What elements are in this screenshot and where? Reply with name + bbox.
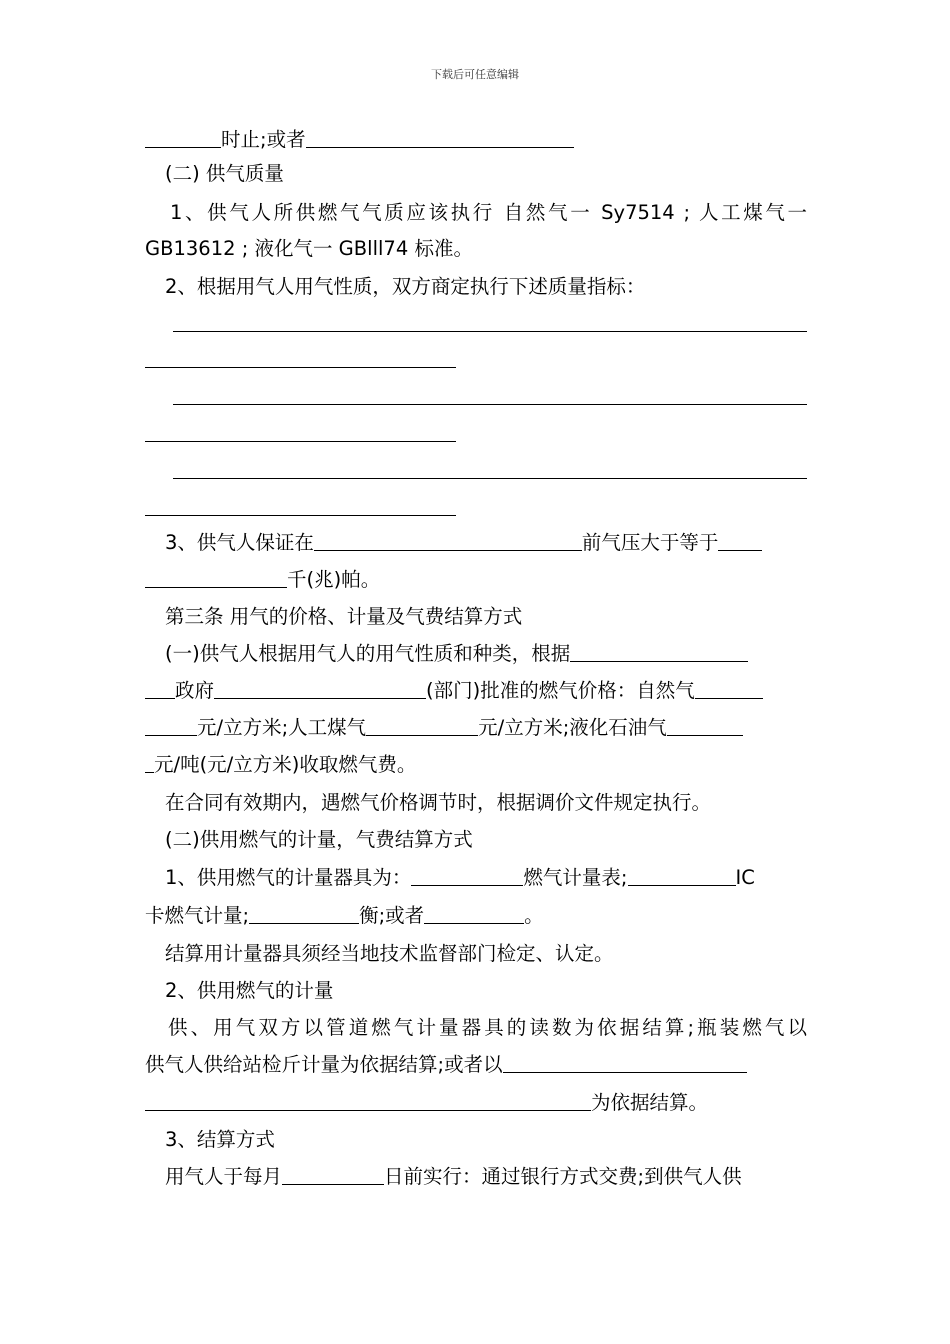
- text-span: 供气人供给站检斤计量为依据结算;或者以: [145, 1053, 503, 1076]
- section-heading: 3、结算方式: [165, 1128, 275, 1151]
- page-header: 下载后可任意编辑: [431, 68, 519, 81]
- text-span: IC: [735, 866, 755, 889]
- text-span: 为依据结算。: [591, 1091, 709, 1114]
- blank-line: [145, 367, 456, 368]
- text-span: 卡燃气计量;: [145, 904, 250, 927]
- text-span: 用气人于每月: [165, 1165, 283, 1188]
- text-span: 燃气计量表;: [523, 866, 628, 889]
- text-span: (部门)批准的燃气价格：自然气: [426, 679, 695, 702]
- text-line: [145, 904, 807, 928]
- text-line: [145, 716, 807, 740]
- blank-field: [145, 680, 175, 699]
- text-span: 元/吨(元/立方米)收取燃气费。: [154, 753, 417, 776]
- section-heading: (二) 供气质量: [165, 162, 284, 185]
- text-span: 政府: [175, 679, 215, 702]
- text-span: (一)供气人根据用气人的用气性质和种类，根据: [165, 642, 571, 665]
- text-line: [145, 1053, 807, 1077]
- text-line: 结算用计量器具须经当地技术监督部门检定、认定。: [165, 942, 614, 965]
- blank-field: [695, 680, 763, 699]
- text-line: GB13612 ; 液化气一 GBlll74 标准。: [145, 237, 473, 260]
- blank-field: [282, 1166, 384, 1185]
- text-span: 千(兆)帕。: [287, 568, 381, 591]
- blank-line: [145, 515, 456, 516]
- text-span: 。: [524, 904, 544, 927]
- text-line: [145, 679, 807, 703]
- text-line: 在合同有效期内，遇燃气价格调节时，根据调价文件规定执行。: [165, 791, 712, 814]
- text-line: 供、用气双方以管道燃气计量器具的读数为依据结算;瓶装燃气以: [168, 1016, 807, 1039]
- section-heading: 2、供用燃气的计量: [165, 979, 334, 1002]
- text-line: [145, 1091, 807, 1115]
- text-span: 前气压大于等于: [581, 531, 719, 554]
- text-span: 衡;或者: [359, 904, 425, 927]
- article-heading: 第三条 用气的价格、计量及气费结算方式: [165, 605, 523, 628]
- text-line: [165, 642, 807, 666]
- blank-field: [570, 643, 748, 662]
- text-span: 元/立方米;人工煤气: [197, 716, 367, 739]
- blank-field: [145, 1092, 591, 1111]
- blank-line: [145, 441, 456, 442]
- blank-field: [214, 680, 426, 699]
- blank-line: [173, 478, 807, 479]
- text-span: 1、供用燃气的计量器具为：: [165, 866, 412, 889]
- text-span: 元/立方米;液化石油气: [478, 716, 667, 739]
- text-span: 时止;或者: [221, 128, 306, 151]
- text-span: 3、供气人保证在: [165, 531, 314, 554]
- text-line: [165, 1165, 807, 1189]
- blank-line: [173, 331, 807, 332]
- blank-field: [145, 569, 287, 588]
- text-line: [145, 128, 807, 152]
- blank-field: [306, 129, 574, 148]
- blank-field: [145, 717, 197, 736]
- section-heading: (二)供用燃气的计量，气费结算方式: [165, 828, 473, 851]
- blank-field: [314, 532, 582, 551]
- blank-field: [503, 1054, 747, 1073]
- text-line: [165, 531, 807, 555]
- blank-line: [173, 404, 807, 405]
- text-line: 1、供气人所供燃气气质应该执行 自然气一 Sy7514 ; 人工煤气一: [170, 201, 807, 224]
- text-line: [145, 753, 807, 777]
- text-line: [165, 866, 807, 890]
- text-line: 2、根据用气人用气性质，双方商定执行下述质量指标：: [165, 275, 646, 298]
- blank-field: [628, 867, 736, 886]
- text-span: 日前实行：通过银行方式交费;到供气人供: [384, 1165, 742, 1188]
- blank-field: [718, 532, 762, 551]
- blank-field: [249, 905, 359, 924]
- blank-field: [411, 867, 523, 886]
- blank-field: [145, 129, 221, 148]
- blank-field: [145, 754, 154, 773]
- blank-field: [424, 905, 524, 924]
- blank-field: [667, 717, 743, 736]
- blank-field: [366, 717, 478, 736]
- text-line: [145, 568, 807, 592]
